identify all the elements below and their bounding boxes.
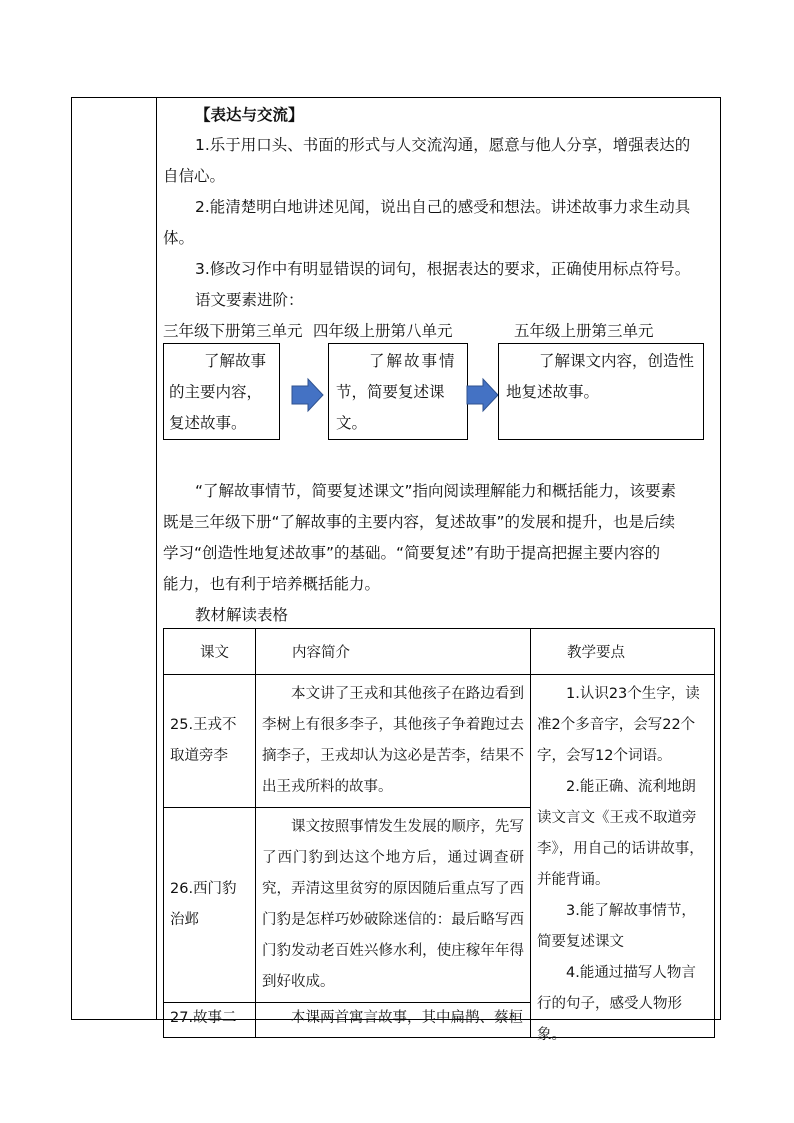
lesson-cell: 27.故事二 bbox=[170, 1010, 237, 1026]
goal-line-3: 2.能清楚明白地讲述见闻，说出自己的感受和想法。讲述故事力求生动具 bbox=[195, 198, 691, 216]
summary-cell: 本课两首寓言故事，其中扁鹊、蔡桓 bbox=[291, 1010, 523, 1026]
goal-line-4: 体。 bbox=[163, 229, 195, 247]
table-header-row bbox=[164, 629, 715, 675]
stage-box-2-line: 节，简要复述课文。 bbox=[336, 383, 445, 432]
point-2: 2.能正确、流利地朗读文言文《王戎不取道旁李》，用自己的话讲故事，并能背诵。 bbox=[537, 779, 704, 888]
analysis-line-1: “了解故事情节，简要复述课文”指向阅读理解能力和概括能力，该要素 bbox=[195, 482, 677, 500]
stage-box-1-line: 了解故事 bbox=[204, 352, 267, 370]
arrow-right-icon bbox=[291, 378, 324, 412]
point-1: 1.认识23个生字，读准2个多音字，会写22个字，会写12个词语。 bbox=[537, 686, 700, 764]
textbook-table bbox=[163, 628, 715, 1043]
point-4: 4.能通过描写人物言行的句子，感受人物形象。 bbox=[537, 965, 696, 1043]
stage-label-1: 三年级下册第三单元 bbox=[163, 322, 303, 340]
stage-box-1-line: 的主要内容， bbox=[169, 383, 263, 401]
table-title: 教材解读表格 bbox=[195, 606, 289, 624]
header-summary: 内容简介 bbox=[256, 629, 531, 675]
stage-box-1 bbox=[163, 343, 280, 440]
summary-cell: 课文按照事情发生发展的顺序，先写了西门豹到达这个地方后，通过调查研究，弄清这里贫穷的原因随后重点写了西门豹是怎样巧妙破除迷信的：最后略写西门豹发动老百姓兴修水利，使庄稼年年得到好收成。 bbox=[262, 819, 524, 990]
column-divider bbox=[156, 98, 157, 1019]
goal-line-2: 自信心。 bbox=[163, 167, 226, 185]
stage-label-3: 五年级上册第三单元 bbox=[514, 322, 654, 340]
stage-box-1-line: 复述故事。 bbox=[169, 414, 247, 432]
lesson-cell: 26.西门豹治邺 bbox=[170, 881, 237, 928]
stage-box-3-line: 了解课文内容，创造性 bbox=[539, 352, 695, 370]
summary-cell: 本文讲了王戎和其他孩子在路边看到李树上有很多李子，其他孩子争着跑过去摘李子，王戎却认为这必是苦李，结果不出王戎所料的故事。 bbox=[262, 686, 524, 795]
point-3: 3.能了解故事情节，简要复述课文 bbox=[537, 903, 696, 950]
analysis-line-3: 学习“创造性地复述故事”的基础。“简要复述”有助于提高把握主要内容的 bbox=[163, 544, 661, 562]
stage-box-2-line: 了解故事情 bbox=[369, 352, 457, 370]
stage-box-3 bbox=[498, 343, 704, 440]
analysis-line-4: 能力，也有利于培养概括能力。 bbox=[163, 575, 381, 593]
section-title: 【表达与交流】 bbox=[195, 106, 304, 124]
arrow-right-icon bbox=[466, 378, 499, 412]
stage-label-2: 四年级上册第八单元 bbox=[313, 322, 453, 340]
goal-line-5: 3.修改习作中有明显错误的词句，根据表达的要求，正确使用标点符号。 bbox=[195, 260, 691, 278]
progression-title: 语文要素进阶： bbox=[195, 291, 304, 309]
stage-box-2 bbox=[328, 343, 468, 440]
lesson-cell: 25.王戎不取道旁李 bbox=[170, 717, 237, 764]
goal-line-1: 1.乐于用口头、书面的形式与人交流沟通，愿意与他人分享，增强表达的 bbox=[195, 136, 691, 154]
stage-box-3-line: 地复述故事。 bbox=[506, 383, 600, 401]
header-lesson: 课文 bbox=[164, 629, 256, 675]
analysis-line-2: 既是三年级下册“了解故事的主要内容，复述故事”的发展和提升，也是后续 bbox=[163, 513, 676, 531]
table-row bbox=[164, 675, 715, 808]
header-points: 教学要点 bbox=[531, 629, 715, 675]
